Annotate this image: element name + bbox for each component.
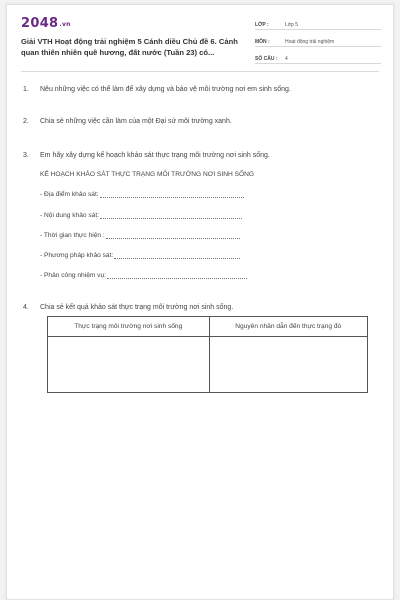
plan-item-assignment (40, 272, 247, 279)
table-cell-cause[interactable] (209, 337, 367, 393)
answer-line[interactable] (100, 192, 244, 198)
plan-item-time (40, 232, 240, 239)
plan-item-method (40, 252, 240, 259)
question-text: Nêu những việc có thể làm để xây dựng và bảo vệ môi trường nơi em sinh sống. (40, 86, 291, 93)
question-number: 3. (23, 152, 29, 159)
plan-item-label: - Nội dung khảo sát: (40, 212, 100, 219)
question-number: 1. (23, 86, 29, 93)
site-logo[interactable] (21, 16, 71, 31)
meta-subject-value: Hoạt động trải nghiệm (285, 39, 335, 45)
table-header-row (48, 317, 368, 337)
meta-subject-row (255, 34, 381, 47)
table-header-status: Thực trạng môi trường nơi sinh sống (48, 317, 210, 337)
plan-item-label: - Địa điểm khảo sát: (40, 191, 99, 198)
question-2 (23, 118, 368, 125)
question-text: Em hãy xây dựng kế hoạch khảo sát thực trạng môi trường nơi sinh sống. (40, 152, 270, 159)
question-text: Chia sẻ kết quả khảo sát thực trạng môi trường nơi sinh sống. (40, 304, 234, 311)
document-page (6, 4, 394, 600)
meta-class-row (255, 17, 381, 30)
plan-item-content (40, 212, 242, 219)
survey-result-table (47, 316, 368, 393)
answer-line[interactable] (114, 253, 240, 259)
meta-class-key: LỚP : (255, 22, 269, 28)
document-title: Giải VTH Hoạt động trải nghiệm 5 Cánh diều Chủ đề 6. Cảnh quan thiên nhiên quê hương, đất nước (Tuần 23) có... (21, 37, 238, 57)
answer-line[interactable] (107, 273, 247, 279)
table-cell-status[interactable] (48, 337, 210, 393)
meta-count-key: SỐ CÂU : (255, 56, 278, 62)
logo-text: 2048 (21, 16, 59, 31)
answer-line[interactable] (106, 233, 240, 239)
meta-class-value: Lớp 5 (285, 22, 299, 28)
meta-subject-key: MÔN : (255, 39, 270, 45)
plan-heading: KẾ HOẠCH KHẢO SÁT THỰC TRẠNG MÔI TRƯỜNG NƠI SINH SỐNG (40, 171, 255, 178)
meta-count-value: 4 (285, 56, 288, 62)
question-number: 2. (23, 118, 29, 125)
plan-item-label: - Thời gian thực hiện : (40, 232, 105, 239)
question-number: 4. (23, 304, 29, 311)
header-divider (21, 71, 379, 72)
plan-item-label: - Phân công nhiệm vụ: (40, 272, 106, 279)
question-3 (23, 152, 368, 159)
plan-item-label: - Phương pháp khảo sát: (40, 252, 114, 259)
table-header-cause: Nguyên nhân dẫn đến thực trạng đó (209, 317, 367, 337)
answer-line[interactable] (100, 213, 242, 219)
logo-tld: .vn (59, 21, 71, 28)
question-1 (23, 86, 368, 93)
question-4 (23, 304, 368, 311)
plan-item-location (40, 191, 244, 198)
question-text: Chia sẻ những việc cần làm của một Đại sứ môi trường xanh. (40, 118, 232, 125)
document-meta (255, 17, 381, 68)
table-row (48, 337, 368, 393)
meta-count-row (255, 51, 381, 64)
